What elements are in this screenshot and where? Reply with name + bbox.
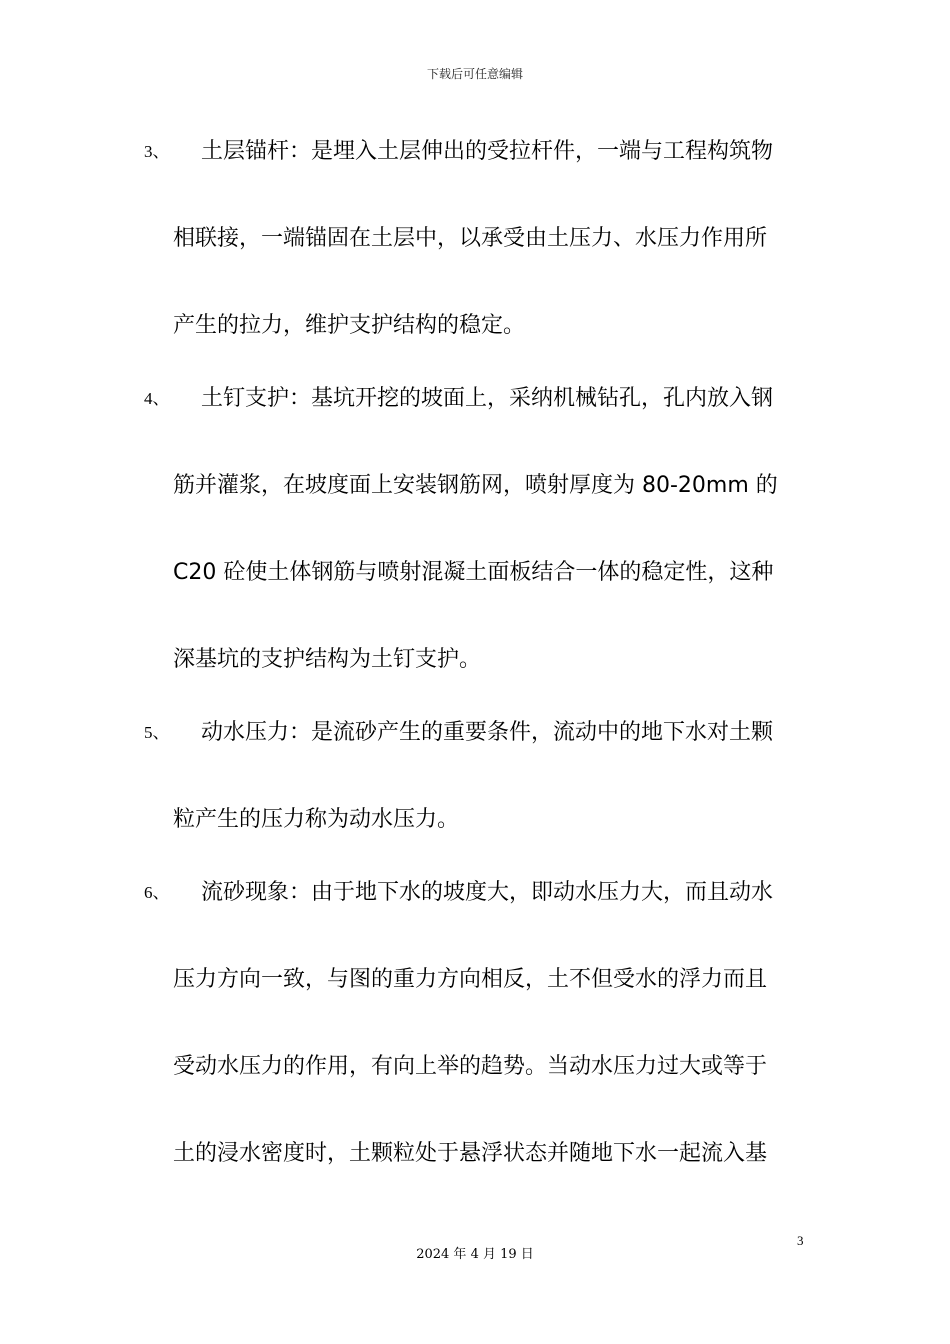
page-header: 下载后可任意编辑 bbox=[426, 67, 523, 81]
paragraph-line: 深基坑的支护结构为土钉支护。 bbox=[173, 647, 482, 672]
item-number: 6、 bbox=[144, 883, 170, 902]
paragraph-line: 粒产生的压力称为动水压力。 bbox=[173, 807, 460, 832]
paragraph-line: 相联接，一端锚固在土层中，以承受由土压力、水压力作用所 bbox=[173, 226, 768, 251]
paragraph-line: 受动水压力的作用，有向上举的趋势。当动水压力过大或等于 bbox=[173, 1054, 768, 1079]
paragraph-line: 产生的拉力，维护支护结构的稳定。 bbox=[173, 313, 526, 338]
paragraph-line: 压力方向一致，与图的重力方向相反，土不但受水的浮力而且 bbox=[173, 967, 768, 992]
paragraph-line: 土钉支护：基坑开挖的坡面上，采纳机械钻孔，孔内放入钢 bbox=[201, 386, 774, 411]
footer-date: 2024 年 4 月 19 日 bbox=[416, 1247, 534, 1262]
item-number: 3、 bbox=[144, 142, 170, 161]
paragraph-line: 土层锚杆：是埋入土层伸出的受拉杆件，一端与工程构筑物 bbox=[201, 139, 774, 164]
paragraph-line: 动水压力：是流砂产生的重要条件，流动中的地下水对土颗 bbox=[201, 720, 774, 745]
paragraph-line: 筋并灌浆，在坡度面上安装钢筋网，喷射厚度为 80-20mm 的 bbox=[173, 473, 778, 498]
paragraph-line: 土的浸水密度时，土颗粒处于悬浮状态并随地下水一起流入基 bbox=[173, 1141, 768, 1166]
item-number: 5、 bbox=[144, 723, 170, 742]
page-number: 3 bbox=[797, 1233, 804, 1248]
paragraph-line: C20 砼使土体钢筋与喷射混凝土面板结合一体的稳定性，这种 bbox=[173, 560, 774, 585]
paragraph-line: 流砂现象：由于地下水的坡度大，即动水压力大，而且动水 bbox=[201, 880, 774, 905]
item-number: 4、 bbox=[144, 389, 170, 408]
